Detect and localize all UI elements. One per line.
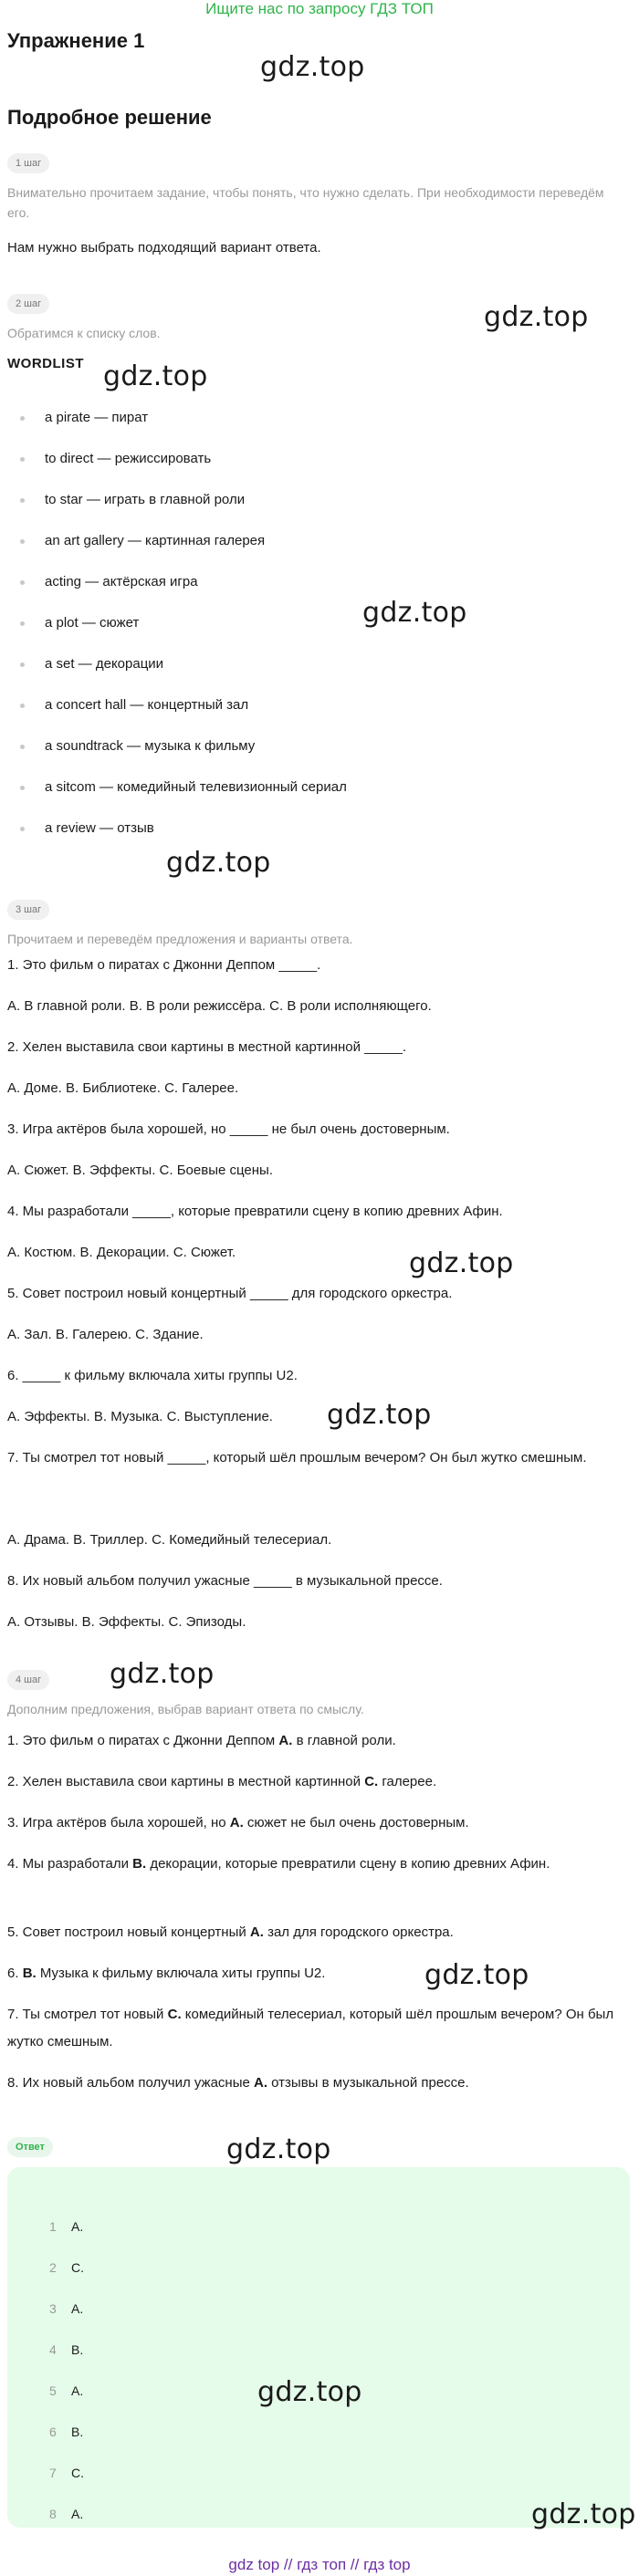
answer-value: A. bbox=[71, 2507, 84, 2521]
step-2-chip: 2 шаг bbox=[7, 294, 49, 314]
answer-number: 4 bbox=[49, 2342, 57, 2357]
exercise-sentence: 7. Ты смотрел тот новый _____, который шёл прошлым вечером? Он был жутко смешным. bbox=[7, 1450, 587, 1465]
wordlist-title: WORDLIST bbox=[7, 356, 84, 371]
wordlist-item-label: an art gallery — картинная галерея bbox=[45, 533, 266, 548]
sentence-start: 5. Совет построил новый концертный bbox=[7, 1924, 250, 1940]
sentence-end: сюжет не был очень достоверным. bbox=[243, 1815, 469, 1830]
sentence-start: 7. Ты смотрел тот новый bbox=[7, 2007, 168, 2022]
sentence-end: декорации, которые превратили сцену в копию древних Афин. bbox=[146, 1856, 550, 1872]
answer-value: C. bbox=[71, 2466, 84, 2480]
completed-sentence bbox=[7, 1851, 632, 1878]
chosen-option: C. bbox=[364, 1774, 379, 1789]
step-4-chip: 4 шаг bbox=[7, 1670, 49, 1690]
page-title: Упражнение 1 bbox=[7, 29, 145, 52]
watermark: gdz.top bbox=[531, 2498, 636, 2530]
step-3-chip: 3 шаг bbox=[7, 900, 49, 920]
chosen-option: A. bbox=[254, 2075, 267, 2091]
completed-sentence bbox=[7, 2001, 632, 2056]
chosen-option: A. bbox=[229, 1815, 244, 1830]
watermark: gdz.top bbox=[166, 847, 271, 879]
bullet-icon bbox=[20, 786, 25, 790]
watermark: gdz.top bbox=[362, 597, 467, 629]
step-4-hint: Дополним предложения, выбрав вариант ответа по смыслу. bbox=[7, 1702, 364, 1716]
answer-value: B. bbox=[71, 2342, 84, 2357]
chosen-option: A. bbox=[278, 1733, 293, 1748]
step-2-hint: Обратимся к списку слов. bbox=[7, 326, 161, 340]
bullet-icon bbox=[20, 704, 25, 708]
wordlist-item-label: to star — играть в главной роли bbox=[45, 492, 246, 507]
answer-number: 3 bbox=[49, 2301, 57, 2316]
answer-options: A. Драма. B. Триллер. C. Комедийный телесериал. bbox=[7, 1532, 332, 1548]
top-banner[interactable]: Ищите нас по запросу ГДЗ ТОП bbox=[205, 0, 434, 17]
sentence-start: 3. Игра актёров была хорошей, но bbox=[7, 1815, 230, 1830]
sentence-end: галерее. bbox=[378, 1774, 437, 1789]
chosen-option: C. bbox=[167, 2007, 182, 2022]
completed-sentence bbox=[7, 1768, 632, 1796]
exercise-sentence: 3. Игра актёров была хорошей, но _____ не был очень достоверным. bbox=[7, 1121, 450, 1137]
step-1-chip: 1 шаг bbox=[7, 153, 49, 173]
answer-options: A. Сюжет. B. Эффекты. C. Боевые сцены. bbox=[7, 1163, 273, 1178]
step-3-hint: Прочитаем и переведём предложения и варианты ответа. bbox=[7, 932, 353, 946]
answer-row bbox=[49, 2217, 83, 2236]
answer-number: 8 bbox=[49, 2507, 57, 2521]
answer-number: 5 bbox=[49, 2383, 57, 2398]
answer-row bbox=[49, 2505, 83, 2523]
exercise-sentence: 5. Совет построил новый концертный _____ для городского оркестра. bbox=[7, 1286, 453, 1301]
bullet-icon bbox=[20, 745, 25, 749]
exercise-sentence: 1. Это фильм о пиратах с Джонни Деппом _____. bbox=[7, 957, 321, 973]
chosen-option: A. bbox=[249, 1924, 264, 1940]
sentence-end: отзывы в музыкальной прессе. bbox=[267, 2075, 469, 2091]
watermark: gdz.top bbox=[424, 1959, 529, 1991]
sentence-start: 4. Мы разработали bbox=[7, 1856, 133, 1872]
answer-row bbox=[49, 2382, 83, 2400]
completed-sentence bbox=[7, 1809, 632, 1837]
bullet-icon bbox=[20, 416, 25, 421]
answer-box bbox=[7, 2167, 630, 2528]
sentence-start: 6. bbox=[7, 1966, 23, 1981]
sentence-end: комедийный телесериал, который шёл прошлым вечером? Он был жутко смешным. bbox=[7, 2007, 614, 2049]
answer-options: A. Эффекты. B. Музыка. C. Выступление. bbox=[7, 1409, 273, 1424]
watermark: gdz.top bbox=[327, 1399, 432, 1431]
answer-options: A. Отзывы. B. Эффекты. C. Эпизоды. bbox=[7, 1614, 246, 1630]
chosen-option: B. bbox=[22, 1966, 37, 1981]
answer-number: 7 bbox=[49, 2466, 57, 2480]
answer-options: A. Костюм. B. Декорации. C. Сюжет. bbox=[7, 1245, 236, 1260]
section-title: Подробное решение bbox=[7, 106, 212, 129]
wordlist-item-label: a plot — сюжет bbox=[45, 615, 140, 631]
answer-number: 6 bbox=[49, 2425, 57, 2439]
footer-links[interactable]: gdz top // гдз топ // гдз top bbox=[228, 2556, 411, 2573]
watermark: gdz.top bbox=[484, 301, 589, 333]
answer-options: A. В главной роли. B. В роли режиссёра. C. В роли исполняющего. bbox=[7, 998, 432, 1014]
watermark: gdz.top bbox=[257, 2376, 362, 2408]
answer-number: 1 bbox=[49, 2219, 57, 2234]
answer-value: A. bbox=[71, 2301, 84, 2316]
bullet-icon bbox=[20, 662, 25, 667]
step-1-hint: Внимательно прочитаем задание, чтобы понять, что нужно сделать. При необходимости переведём его. bbox=[7, 185, 604, 220]
chosen-option: B. bbox=[132, 1856, 147, 1872]
completed-sentence bbox=[7, 2070, 632, 2097]
wordlist-item-label: a concert hall — концертный зал bbox=[45, 697, 249, 713]
exercise-sentence: 2. Хелен выставила свои картины в местной картинной _____. bbox=[7, 1039, 407, 1055]
wordlist-item-label: a review — отзыв bbox=[45, 820, 154, 836]
bullet-icon bbox=[20, 580, 25, 585]
answer-row bbox=[49, 2258, 84, 2277]
completed-sentence bbox=[7, 1919, 632, 1946]
watermark: gdz.top bbox=[409, 1247, 514, 1279]
watermark: gdz.top bbox=[226, 2133, 331, 2165]
answer-row bbox=[49, 2423, 83, 2441]
wordlist-item-label: to direct — режиссировать bbox=[45, 451, 212, 466]
watermark: gdz.top bbox=[260, 51, 365, 83]
watermark: gdz.top bbox=[110, 1658, 215, 1690]
wordlist-item-label: a sitcom — комедийный телевизионный сериал bbox=[45, 779, 347, 795]
bullet-icon bbox=[20, 498, 25, 503]
wordlist-item-label: a pirate — пират bbox=[45, 410, 149, 425]
wordlist-item-label: acting — актёрская игра bbox=[45, 574, 198, 589]
answer-options: A. Зал. B. Галерею. C. Здание. bbox=[7, 1327, 204, 1342]
bullet-icon bbox=[20, 621, 25, 626]
watermark: gdz.top bbox=[103, 360, 208, 392]
step-1-text: Нам нужно выбрать подходящий вариант ответа. bbox=[7, 240, 321, 256]
answer-row bbox=[49, 2341, 83, 2359]
exercise-sentence: 4. Мы разработали _____, которые превратили сцену в копию древних Афин. bbox=[7, 1204, 503, 1219]
wordlist-item-label: a soundtrack — музыка к фильму bbox=[45, 738, 256, 754]
completed-sentence bbox=[7, 1960, 632, 1987]
answer-options: A. Доме. B. Библиотеке. C. Галерее. bbox=[7, 1080, 239, 1096]
sentence-start: 8. Их новый альбом получил ужасные bbox=[7, 2075, 254, 2091]
answer-chip: Ответ bbox=[7, 2137, 53, 2157]
exercise-sentence: 6. _____ к фильму включала хиты группы U2. bbox=[7, 1368, 298, 1383]
completed-sentence bbox=[7, 1727, 632, 1755]
answer-value: C. bbox=[71, 2260, 84, 2275]
answer-row bbox=[49, 2464, 84, 2482]
sentence-end: Музыка к фильму включала хиты группы U2. bbox=[36, 1966, 326, 1981]
exercise-sentence: 8. Их новый альбом получил ужасные _____ в музыкальной прессе. bbox=[7, 1573, 443, 1589]
answer-row bbox=[49, 2300, 83, 2318]
answer-value: B. bbox=[71, 2425, 84, 2439]
sentence-end: в главной роли. bbox=[292, 1733, 396, 1748]
bullet-icon bbox=[20, 539, 25, 544]
sentence-start: 2. Хелен выставила свои картины в местной картинной bbox=[7, 1774, 365, 1789]
wordlist-item-label: a set — декорации bbox=[45, 656, 164, 672]
bullet-icon bbox=[20, 457, 25, 462]
answer-value: A. bbox=[71, 2219, 84, 2234]
answer-value: A. bbox=[71, 2383, 84, 2398]
sentence-start: 1. Это фильм о пиратах с Джонни Деппом bbox=[7, 1733, 279, 1748]
sentence-end: зал для городского оркестра. bbox=[263, 1924, 454, 1940]
answer-number: 2 bbox=[49, 2260, 57, 2275]
bullet-icon bbox=[20, 827, 25, 831]
